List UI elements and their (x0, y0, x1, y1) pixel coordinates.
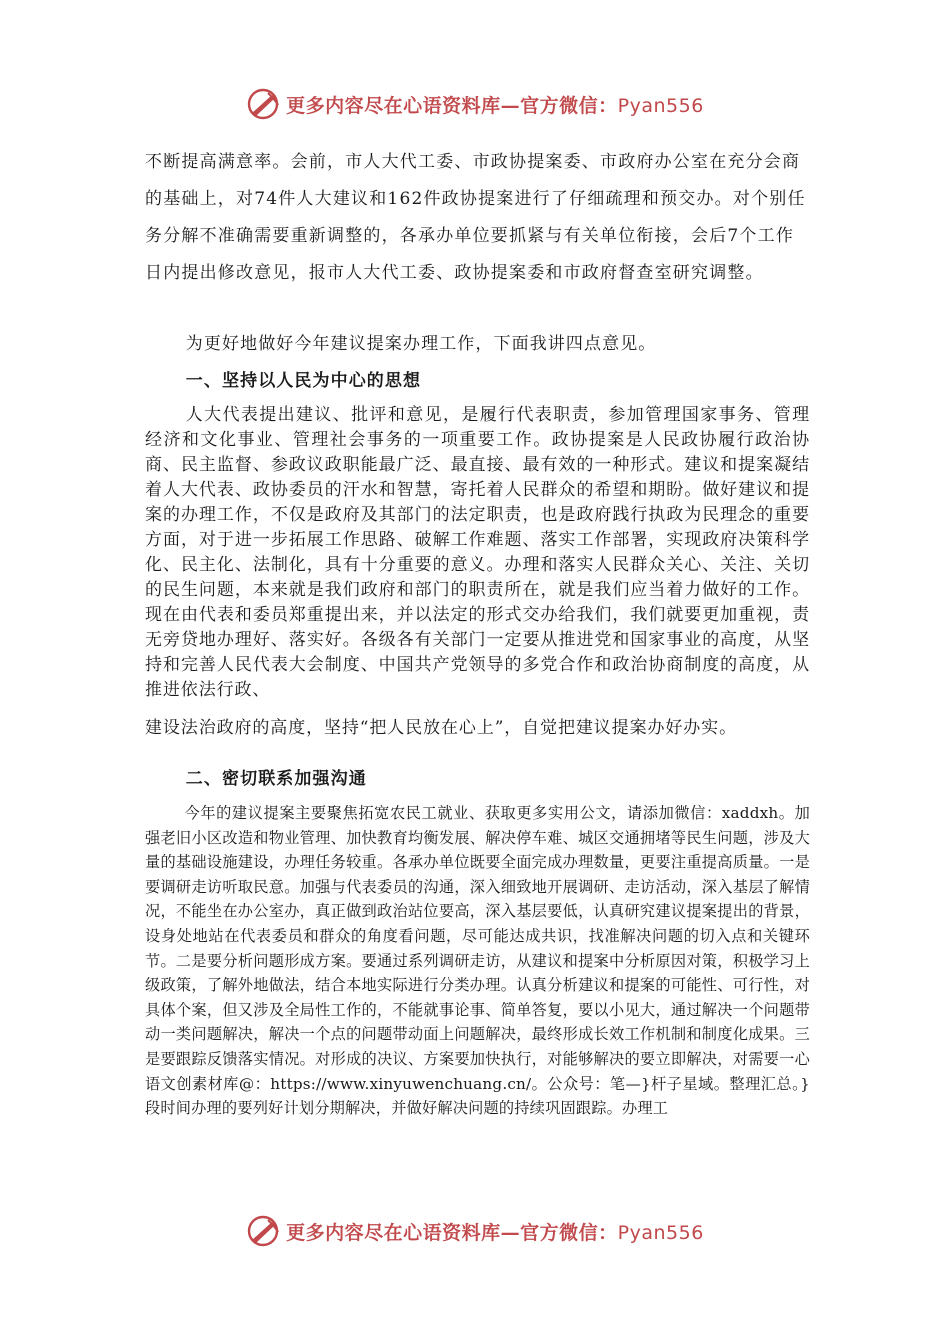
pen-logo-icon (246, 1214, 280, 1248)
pen-logo-icon (246, 87, 280, 121)
paragraph-section-1: 人大代表提出建议、批评和意见，是履行代表职责，参加管理国家事务、管理经济和文化事业、管理社会事务的一项重要工作。政协提案是人民政协履行政治协商、民主监督、参政议政职能最广泛、最直接、最有效的一种形式。建议和提案凝结着人大代表、政协委员的汗水和智慧，寄托着人民群众的希望和期盼。做好建议和提案的办理工作，不仅是政府及其部门的法定职责，也是政府践行执政为民理念的重要方面，对于进一步拓展工作思路、破解工作难题、落实工作部署，实现政府决策科学化、民主化、法制化，具有十分重要的意义。办理和落实人民群众关心、关注、关切的民生问题，本来就是我们政府和部门的职责所在，就是我们应当着力做好的工作。现在由代表和委员郑重提出来，并以法定的形式交办给我们，我们就要更加重视，责无旁贷地办理好、落实好。各级各有关部门一定要从推进党和国家事业的高度，从坚持和完善人民代表大会制度、中国共产党领导的多党合作和政治协商制度的高度，从推进依法行政、 (145, 405, 810, 700)
section-heading-1: 一、坚持以人民为中心的思想 (185, 371, 422, 391)
footer-banner (0, 1213, 950, 1249)
paragraph-section-2: 今年的建议提案主要聚焦拓宽农民工就业、获取更多实用公文，请添加微信：xaddxh。加强老旧小区改造和物业管理、加快教育均衡发展、解决停车难、城区交通拥堵等民生问题，涉及大量的基础设施建设，办理任务较重。各承办单位既要全面完成办理数量，更要注重提高质量。一是要调研走访听取民意。加强与代表委员的沟通，深入细致地开展调研、走访活动，深入基层了解情况，不能坐在办公室办，真正做到政治站位要高，深入基层要低，认真研究建议提案提出的背景，设身处地站在代表委员和群众的角度看问题，尽可能达成共识，找准解决问题的切入点和关键环节。二是要分析问题形成方案。要通过系列调研走访，从建议和提案中分析原因对策，积极学习上级政策，了解外地做法，结合本地实际进行分类办理。认真分析建议和提案的可能性、可行性，对具体个案，但又涉及全局性工作的，不能就事论事、简单答复，要以小见大，通过解决一个问题带动一类问题解决，解决一个点的问题带动面上问题解决，最终形成长效工作机制和制度化成果。三是要跟踪反馈落实情况。对形成的决议、方案要加快执行，对能够解决的要立即解决，对需要一心语文创素材库@：https://www.xinyuwenchuang.cn/。公众号：笔—}杆子星域。整理汇总。}段时间办理的要列好计划分期解决，并做好解决问题的持续巩固跟踪。办理工 (145, 804, 810, 1118)
header-banner-text: 更多内容尽在心语资料库—官方微信：Pyan556 (286, 94, 704, 117)
footer-banner-text: 更多内容尽在心语资料库—官方微信：Pyan556 (286, 1221, 704, 1244)
paragraph-intro: 不断提高满意率。会前，市人大代工委、市政协提案委、市政府办公室在充分会商的基础上，对74件人大建议和162件政协提案进行了仔细疏理和预交办。对个别任务分解不准确需要重新调整的，各承办单位要抓紧与有关单位衔接，会后7个工作日内提出修改意见，报市人大代工委、政协提案委和市政府督查室研究调整。 (145, 152, 806, 283)
header-banner (0, 86, 950, 122)
section-heading-2: 二、密切联系加强沟通 (185, 769, 367, 789)
paragraph-transition: 为更好地做好今年建议提案办理工作，下面我讲四点意见。 (185, 334, 657, 354)
paragraph-section-1-end: 建设法治政府的高度，坚持“把人民放在心上”，自觉把建议提案办好办实。 (145, 718, 737, 738)
